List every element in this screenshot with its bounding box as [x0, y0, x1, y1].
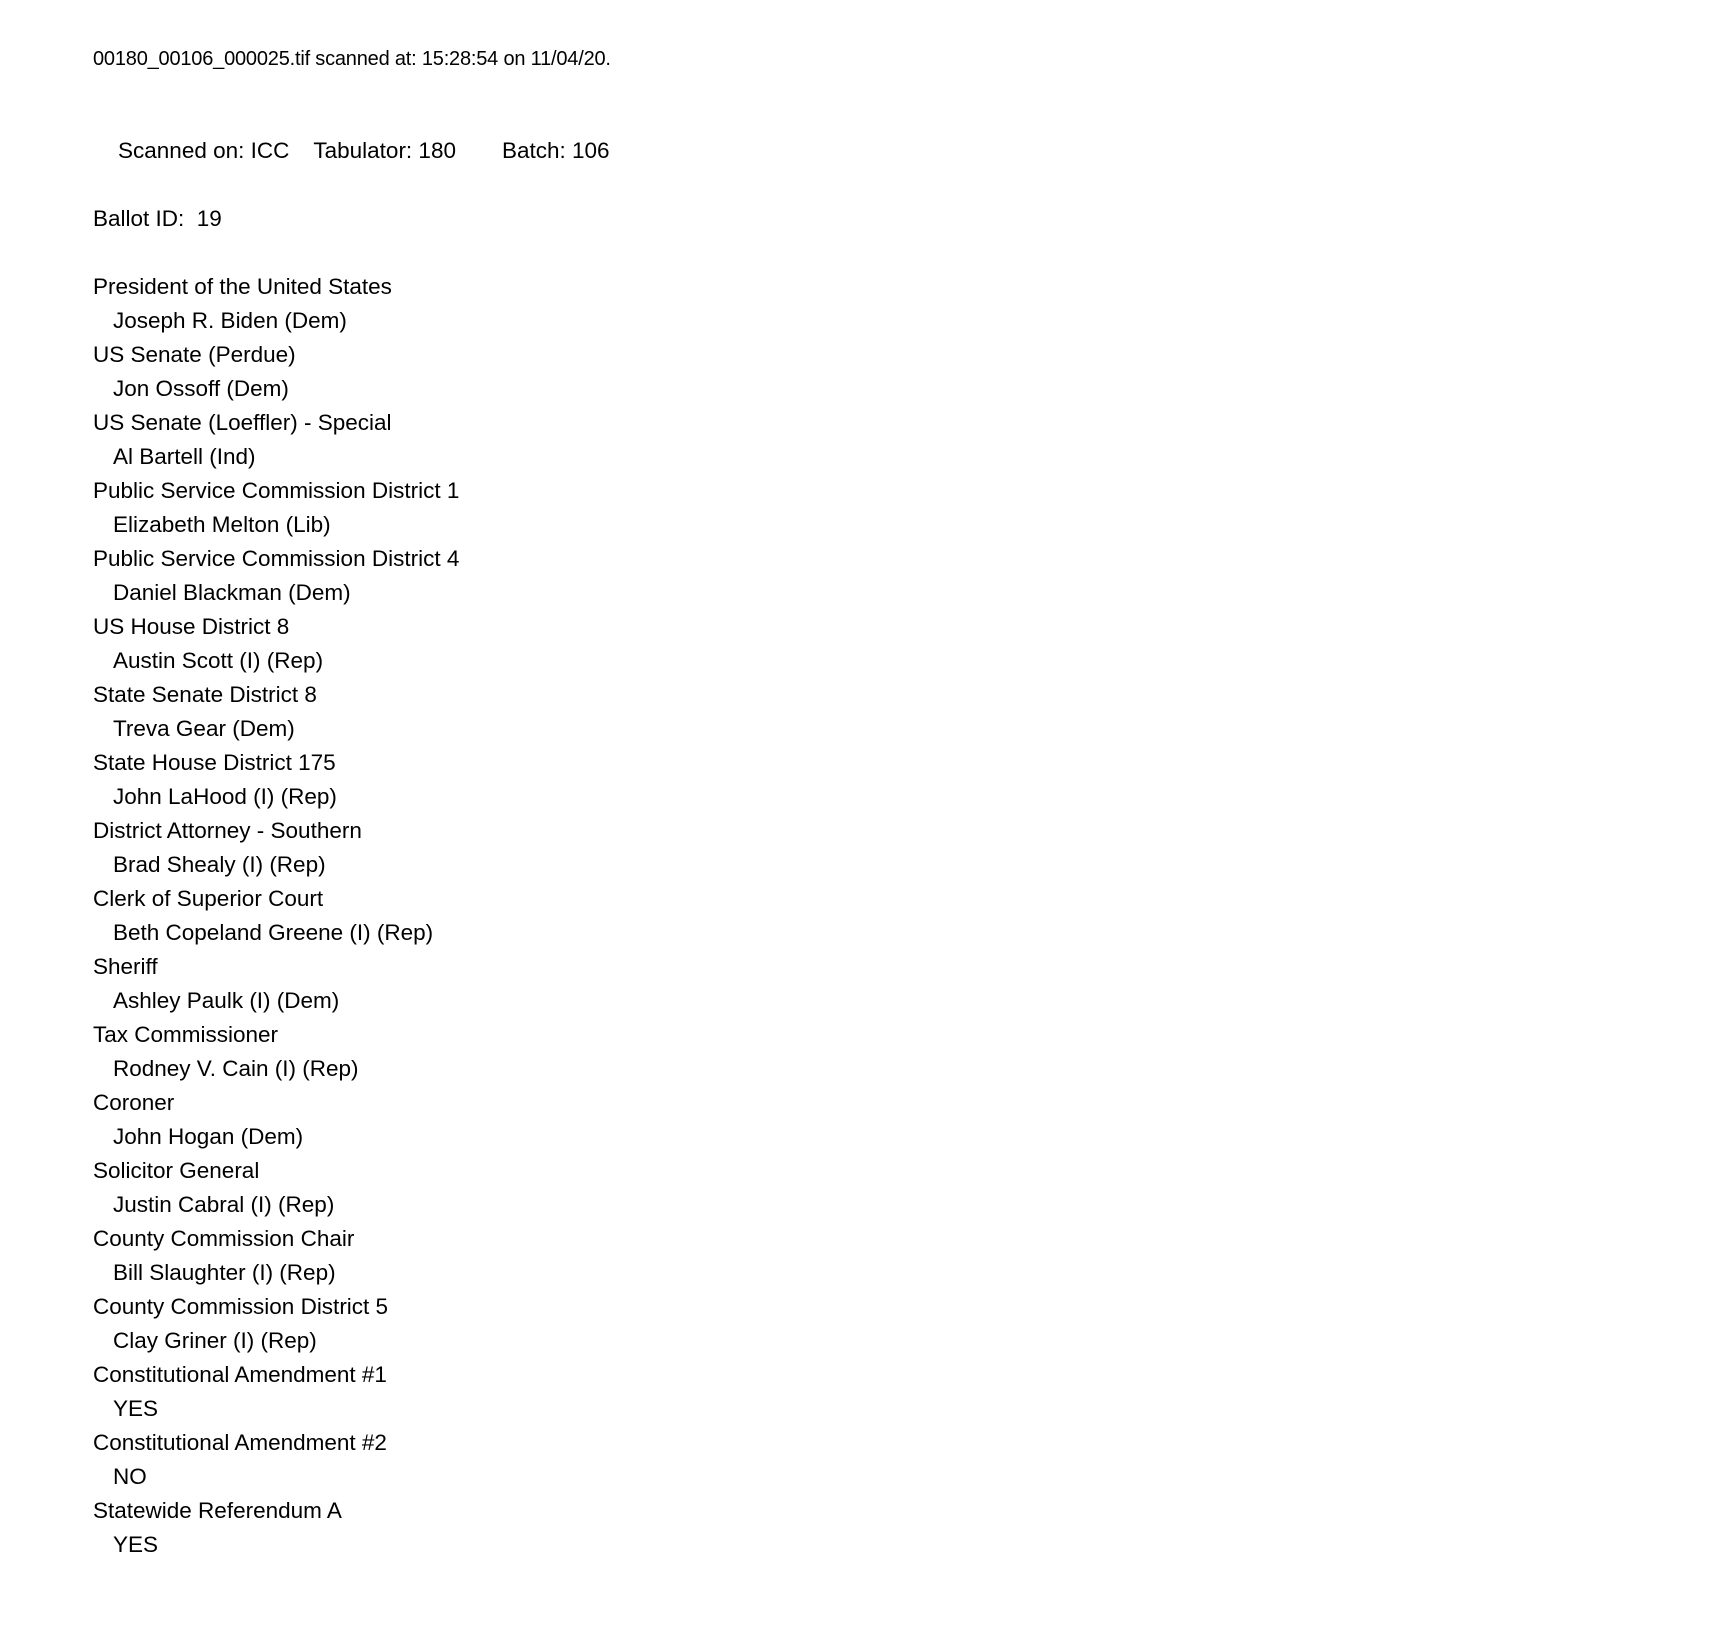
contest-selection: YES [113, 1396, 159, 1421]
contest-selection: Beth Copeland Greene (I) (Rep) [113, 920, 434, 945]
scan-info-line [93, 100, 1675, 202]
contest-title: State Senate District 8 [93, 682, 317, 707]
contest-item [93, 746, 1675, 814]
contest-item [93, 542, 1675, 610]
contest-list [93, 270, 1675, 1562]
contest-selection: Jon Ossoff (Dem) [113, 376, 289, 401]
contest-item [93, 814, 1675, 882]
contest-selection: Elizabeth Melton (Lib) [113, 512, 331, 537]
contest-item [93, 610, 1675, 678]
contest-title: District Attorney - Southern [93, 818, 362, 843]
contest-title: US Senate (Perdue) [93, 342, 296, 367]
ballot-id-line: Ballot ID: 19 [93, 206, 222, 231]
contest-item [93, 1358, 1675, 1426]
contest-title: County Commission District 5 [93, 1294, 389, 1319]
contest-title: Public Service Commission District 1 [93, 478, 460, 503]
contest-title: Solicitor General [93, 1158, 260, 1183]
contest-selection: Daniel Blackman (Dem) [113, 580, 351, 605]
contest-title: US Senate (Loeffler) - Special [93, 410, 392, 435]
contest-item [93, 1290, 1675, 1358]
scan-filename-line: 00180_00106_000025.tif scanned at: 15:28:54 on 11/04/20. [93, 48, 611, 70]
contest-selection: John Hogan (Dem) [113, 1124, 304, 1149]
contest-item [93, 1154, 1675, 1222]
contest-title: Statewide Referendum A [93, 1498, 342, 1523]
contest-selection: Austin Scott (I) (Rep) [113, 648, 324, 673]
contest-selection: YES [113, 1532, 159, 1557]
contest-item [93, 1222, 1675, 1290]
contest-title: Constitutional Amendment #2 [93, 1430, 387, 1455]
contest-selection: Treva Gear (Dem) [113, 716, 295, 741]
contest-title: Constitutional Amendment #1 [93, 1362, 387, 1387]
contest-item [93, 1494, 1675, 1562]
contest-title: County Commission Chair [93, 1226, 355, 1251]
contest-item [93, 1018, 1675, 1086]
contest-title: State House District 175 [93, 750, 336, 775]
contest-selection: NO [113, 1464, 147, 1489]
contest-selection: Justin Cabral (I) (Rep) [113, 1192, 335, 1217]
contest-selection: Al Bartell (Ind) [113, 444, 256, 469]
contest-selection: Bill Slaughter (I) (Rep) [113, 1260, 336, 1285]
contest-item [93, 270, 1675, 338]
contest-item [93, 1086, 1675, 1154]
contest-selection: John LaHood (I) (Rep) [113, 784, 337, 809]
contest-title: President of the United States [93, 274, 392, 299]
contest-title: Clerk of Superior Court [93, 886, 324, 911]
tabulator-value: Tabulator: 180 [313, 138, 456, 163]
contest-item [93, 678, 1675, 746]
contest-selection: Clay Griner (I) (Rep) [113, 1328, 317, 1353]
contest-item [93, 882, 1675, 950]
contest-item [93, 1426, 1675, 1494]
contest-title: US House District 8 [93, 614, 290, 639]
contest-title: Sheriff [93, 954, 158, 979]
contest-selection: Ashley Paulk (I) (Dem) [113, 988, 340, 1013]
contest-selection: Rodney V. Cain (I) (Rep) [113, 1056, 359, 1081]
contest-item [93, 406, 1675, 474]
contest-item [93, 338, 1675, 406]
contest-title: Public Service Commission District 4 [93, 546, 460, 571]
contest-title: Coroner [93, 1090, 175, 1115]
contest-title: Tax Commissioner [93, 1022, 279, 1047]
contest-selection: Brad Shealy (I) (Rep) [113, 852, 326, 877]
scanned-on-value: Scanned on: ICC [118, 138, 290, 163]
contest-selection: Joseph R. Biden (Dem) [113, 308, 347, 333]
contest-item [93, 474, 1675, 542]
batch-value: Batch: 106 [501, 138, 610, 163]
contest-item [93, 950, 1675, 1018]
